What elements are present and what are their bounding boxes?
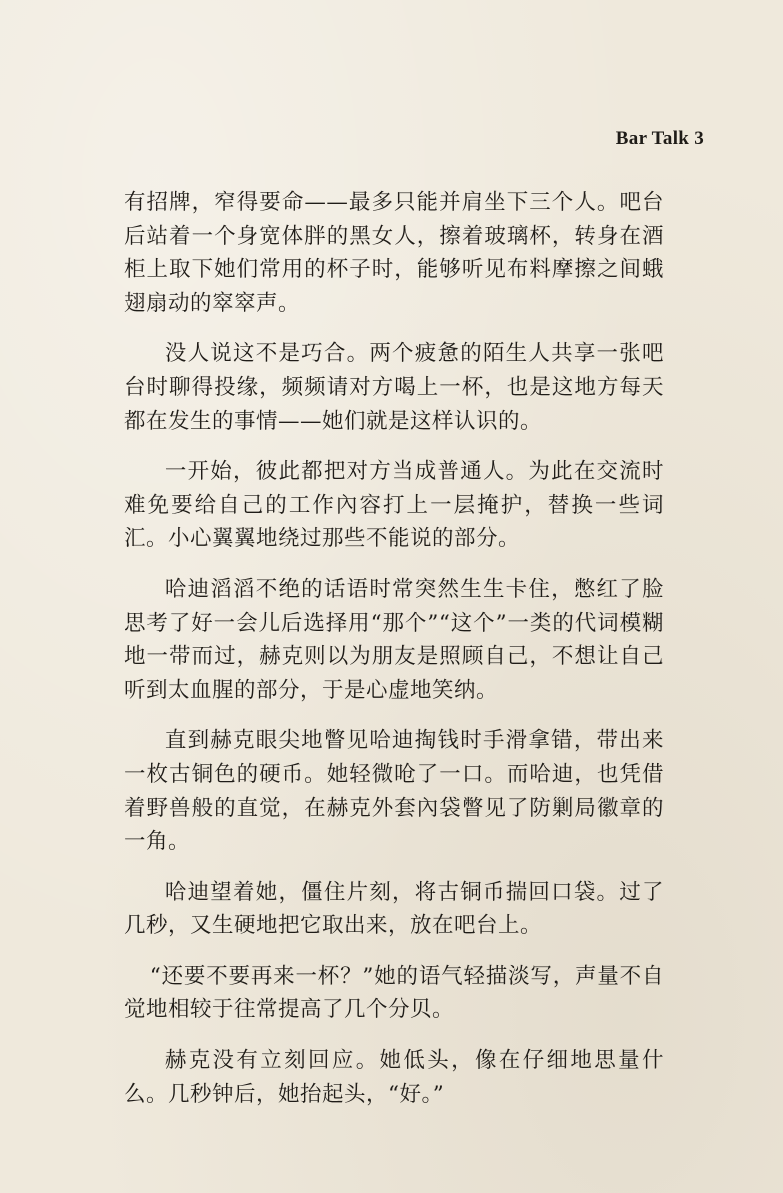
paragraph: 哈迪滔滔不绝的话语时常突然生生卡住，憋红了脸思考了好一会儿后选择用“那个”“这个”一类的代词模糊地一带而过，赫克则以为朋友是照顾自己，不想让自己听到太血腥的部分，于是心虚地笑纳。 [124,576,664,703]
body-text [124,186,664,1128]
paragraph: “还要不要再来一杯？”她的语气轻描淡写，声量不自觉地相较于往常提高了几个分贝。 [124,963,664,1023]
paragraph: 一开始，彼此都把对方当成普通人。为此在交流时难免要给自己的工作內容打上一层掩护，替换一些词汇。小心翼翼地绕过那些不能说的部分。 [124,459,664,552]
paragraph: 有招牌，窄得要命——最多只能并肩坐下三个人。吧台后站着一个身宽体胖的黑女人，擦着玻璃杯，转身在酒柜上取下她们常用的杯子时，能够听见布料摩擦之间蛾翅扇动的窣窣声。 [124,190,664,316]
paragraph: 直到赫克眼尖地瞥见哈迪掏钱时手滑拿错，带出来一枚古铜色的硬币。她轻微呛了一口。而哈迪，也凭借着野兽般的直觉，在赫克外套內袋瞥见了防剿局徽章的一角。 [124,728,664,855]
running-head: Bar Talk 3 [615,128,704,149]
paragraph: 赫克没有立刻回应。她低头，像在仔细地思量什么。几秒钟后，她抬起头，“好。” [124,1048,664,1107]
paragraph: 没人说这不是巧合。两个疲惫的陌生人共享一张吧台时聊得投缘，频频请对方喝上一杯，也是这地方每天都在发生的事情——她们就是这样认识的。 [124,341,664,434]
paragraph: 哈迪望着她，僵住片刻，将古铜币揣回口袋。过了几秒，又生硬地把它取出来，放在吧台上。 [124,879,664,939]
